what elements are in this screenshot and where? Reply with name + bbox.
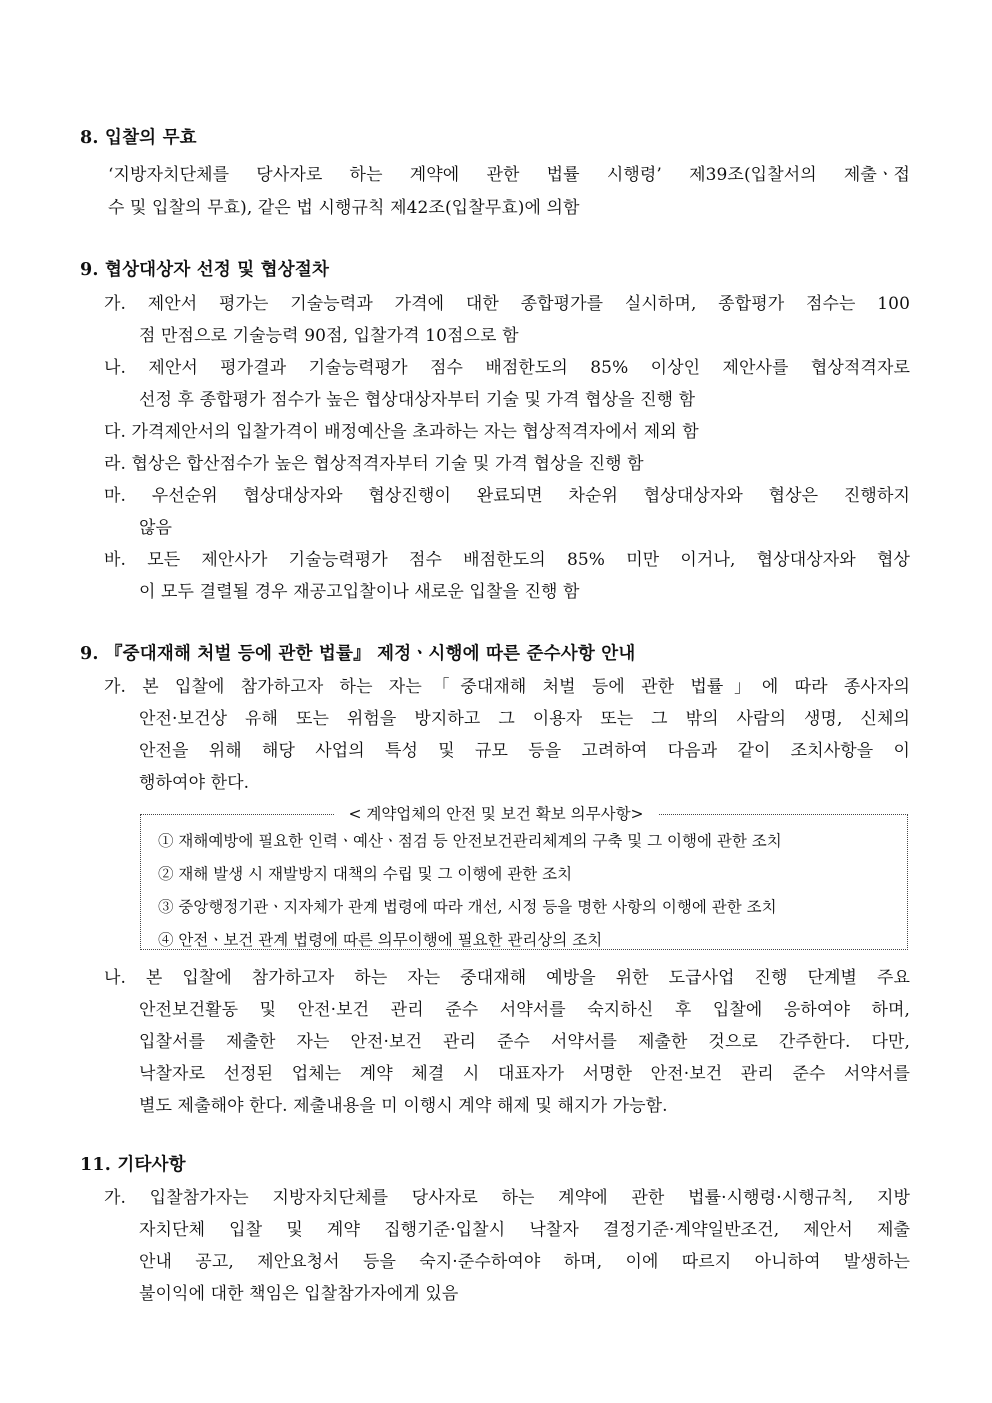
section-9-line-8: 않음 (139, 518, 173, 538)
section-9b-a-line-1: 가. 본 입찰에 참가하고자 하는 자는「중대재해 처벌 등에 관한 법률」에 따라 종사자의 (104, 677, 910, 696)
section-9b-b-line-5: 별도 제출해야 한다. 제출내용을 미 이행시 계약 해제 및 해지가 가능함. (139, 1096, 668, 1116)
section-9b-a-line-3: 안전을 위해 해당 사업의 특성 및 규모 등을 고려하여 다음과 같이 조치사항을 이 (139, 741, 910, 760)
section-11-line-2: 자치단체 입찰 및 계약 집행기준·입찰시 낙찰자 결정기준·계약일반조건, 제안서 제출 (139, 1220, 910, 1239)
section-11-line-1: 가. 입찰참가자는 지방자치단체를 당사자로 하는 계약에 관한 법률·시행령·시행규칙, 지방 (104, 1188, 910, 1207)
section-9-line-2: 점 만점으로 기술능력 90점, 입찰가격 10점으로 함 (139, 326, 519, 346)
section-9b-b-line-2: 안전보건활동 및 안전·보건 관리 준수 서약서를 숙지하신 후 입찰에 응하여야 하며, (139, 1000, 910, 1019)
obligation-item-2: ② 재해 발생 시 재발방지 대책의 수립 및 그 이행에 관한 조치 (158, 865, 573, 883)
obligation-item-3: ③ 중앙행정기관ㆍ지자체가 관계 법령에 따라 개선, 시정 등을 명한 사항의 이행에 관한 조치 (158, 898, 777, 916)
section-11-line-3: 안내 공고, 제안요청서 등을 숙지·준수하여야 하며, 이에 따르지 아니하여 발생하는 (139, 1252, 910, 1271)
section-8-line-2: 수 및 입찰의 무효), 같은 법 시행규칙 제42조(입찰무효)에 의함 (108, 198, 580, 218)
section-9-line-4: 선정 후 종합평가 점수가 높은 협상대상자부터 기술 및 가격 협상을 진행 함 (139, 390, 696, 410)
section-9-line-10: 이 모두 결렬될 경우 재공고입찰이나 새로운 입찰을 진행 함 (139, 582, 580, 602)
section-9-heading: 9. 협상대상자 선정 및 협상절차 (80, 260, 330, 280)
section-9b-a-line-4: 행하여야 한다. (139, 773, 250, 793)
section-9-line-5: 다. 가격제안서의 입찰가격이 배정예산을 초과하는 자는 협상적격자에서 제외 함 (104, 422, 699, 442)
section-9b-b-line-3: 입찰서를 제출한 자는 안전·보건 관리 준수 서약서를 제출한 것으로 간주한다. 다만, (139, 1032, 910, 1051)
section-9-line-7: 마. 우선순위 협상대상자와 협상진행이 완료되면 차순위 협상대상자와 협상은 진행하지 (104, 486, 910, 505)
section-9b-a-line-2: 안전·보건상 유해 또는 위험을 방지하고 그 이용자 또는 그 밖의 사람의 생명, 신체의 (139, 709, 910, 728)
obligations-box-title: < 계약업체의 안전 및 보건 확보 의무사항> (0, 802, 992, 824)
section-11-heading: 11. 기타사항 (80, 1155, 186, 1175)
section-9-line-3: 나. 제안서 평가결과 기술능력평가 점수 배점한도의 85% 이상인 제안사를 협상적격자로 (104, 358, 910, 377)
section-8-line-1: ‘지방자치단체를 당사자로 하는 계약에 관한 법률 시행령’ 제39조(입찰서의 제출ㆍ접 (108, 165, 910, 184)
section-9-line-6: 라. 협상은 합산점수가 높은 협상적격자부터 기술 및 가격 협상을 진행 함 (104, 454, 644, 474)
obligation-item-4: ④ 안전ㆍ보건 관계 법령에 따른 의무이행에 필요한 관리상의 조치 (158, 931, 603, 949)
obligation-item-1: ① 재해예방에 필요한 인력ㆍ예산ㆍ점검 등 안전보건관리체계의 구축 및 그 이행에 관한 조치 (158, 832, 782, 850)
section-9b-heading: 9. 『중대재해 처벌 등에 관한 법률』 제정ㆍ시행에 따른 준수사항 안내 (80, 644, 636, 664)
section-11-line-4: 불이익에 대한 책임은 입찰참가자에게 있음 (139, 1284, 459, 1304)
section-9-line-1: 가. 제안서 평가는 기술능력과 가격에 대한 종합평가를 실시하며, 종합평가 점수는 100 (104, 294, 910, 313)
section-8-heading: 8. 입찰의 무효 (80, 128, 197, 148)
section-9-line-9: 바. 모든 제안사가 기술능력평가 점수 배점한도의 85% 미만 이거나, 협상대상자와 협상 (104, 550, 910, 569)
section-9b-b-line-4: 낙찰자로 선정된 업체는 계약 체결 시 대표자가 서명한 안전·보건 관리 준수 서약서를 (139, 1064, 910, 1083)
section-9b-b-line-1: 나. 본 입찰에 참가하고자 하는 자는 중대재해 예방을 위한 도급사업 진행 단계별 주요 (104, 968, 910, 987)
